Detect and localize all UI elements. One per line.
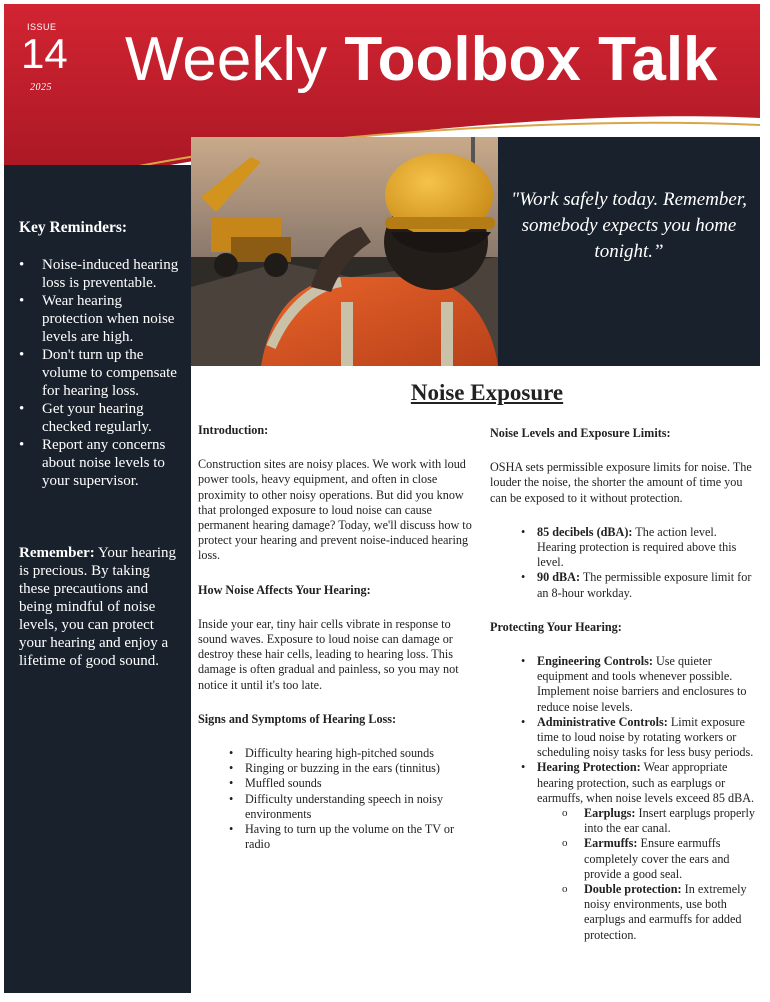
protect-item (537, 760, 758, 942)
masthead-title-light: Weekly (125, 25, 345, 94)
masthead-title-bold: Toolbox Talk (344, 25, 718, 94)
levels-list (490, 525, 758, 601)
protect-list (490, 654, 758, 943)
protect-sub-item-label: Earmuffs: (584, 836, 638, 851)
protect-sub-item-text: In extremely noisy environments, use both earplugs and earmuffs for added protection. (584, 882, 747, 942)
masthead-title (125, 26, 718, 94)
signs-item: • Ringing or buzzing in the ears (tinnitus) (245, 761, 472, 776)
protect-item (537, 654, 758, 715)
article-column-left (198, 423, 472, 852)
issue-number: 14 (21, 30, 68, 77)
protect-sub-item (584, 882, 758, 943)
signs-item: • Difficulty understanding speech in noisy environments (245, 792, 472, 822)
affects-text: Inside your ear, tiny hair cells vibrate in response to sound waves. Exposure to loud noise can damage or destroy these hair cells, leading to hearing loss. This damage is often gradual and painless, so you may not notice it until it's too late. (198, 616, 459, 692)
protect-sub-item (584, 836, 758, 882)
remember-text: Your hearing is precious. By taking these precautions and being mindful of noise levels, you can protect your hearing and enjoy a lifetime of good sound. (19, 545, 177, 669)
article-column-right (490, 426, 758, 943)
signs-heading: Signs and Symptoms of Hearing Loss: (198, 711, 397, 726)
levels-item (537, 570, 758, 600)
issue-year: 2025 (30, 82, 52, 93)
protect-sub-item-label: Earplugs: (584, 806, 636, 821)
remember-note (19, 544, 181, 670)
protect-heading: Protecting Your Hearing: (490, 619, 622, 634)
signs-item: • Difficulty hearing high-pitched sounds (245, 746, 472, 761)
levels-item-text: The permissible exposure limit for an 8-hour workday. (537, 570, 752, 600)
reminder-item: • Get your hearing checked regularly. (19, 400, 179, 436)
levels-item (537, 525, 758, 571)
reminder-item: • Report any concerns about noise levels to your supervisor. (19, 436, 179, 490)
affects-heading: How Noise Affects Your Hearing: (198, 582, 371, 597)
protect-sub-item (584, 806, 758, 836)
worker-photo (191, 137, 498, 366)
signs-item: • Having to turn up the volume on the TV or radio (245, 822, 472, 852)
levels-item-label: 85 decibels (dBA): (537, 524, 633, 539)
protect-item-text: Use quieter equipment and tools whenever possible. Implement noise barriers and enclosures to reduce noise levels. (537, 654, 747, 714)
article-title: Noise Exposure (410, 380, 564, 405)
protect-item-text: Wear appropriate hearing protection, such as earplugs or earmuffs, when noise levels exceed 85 dBA. (537, 760, 755, 805)
signs-list (198, 746, 472, 852)
levels-item-label: 90 dBA: (537, 570, 581, 585)
safety-quote: "Work safely today. Remember, somebody expects you home tonight.” (511, 189, 747, 262)
protect-sub-item-label: Double protection: (584, 882, 682, 897)
reminder-item: • Don't turn up the volume to compensate for hearing loss. (19, 346, 179, 400)
issue-label: ISSUE (27, 22, 57, 32)
remember-label: Remember: (19, 545, 95, 561)
protect-sub-item-text: Insert earplugs properly into the ear canal. (584, 806, 755, 836)
construction-worker-image (191, 137, 498, 366)
levels-text: OSHA sets permissible exposure limits for noise. The louder the noise, the shorter the amount of time you can be exposed to it without protection. (490, 460, 752, 505)
levels-item-text: The action level. Hearing protection is required above this level. (537, 524, 737, 570)
signs-item: • Muffled sounds (245, 776, 472, 791)
quote-panel (498, 137, 760, 366)
protect-sub-list (537, 806, 758, 943)
reminder-list (19, 256, 179, 490)
protect-item (537, 715, 758, 761)
reminder-item: • Wear hearing protection when noise levels are high. (19, 292, 179, 346)
protect-item-label: Engineering Controls: (537, 654, 653, 669)
reminder-item: • Noise-induced hearing loss is preventable. (19, 256, 179, 292)
protect-item-label: Administrative Controls: (537, 714, 668, 729)
sidebar-title: Key Reminders: (19, 219, 128, 236)
intro-text: Construction sites are noisy places. We work with loud power tools, heavy equipment, and often in close proximity to other noisy operations. But did you know that prolonged exposure to loud noise can cause permanent hearing damage? Today, we'll discuss how to protect your hearing and prevent noise-induced hearing loss. (198, 457, 472, 563)
protect-item-label: Hearing Protection: (537, 760, 641, 775)
levels-heading: Noise Levels and Exposure Limits: (490, 426, 671, 440)
intro-heading: Introduction: (198, 423, 269, 437)
key-reminders-sidebar (4, 165, 191, 993)
protect-sub-item-text: Ensure earmuffs completely cover the ears and provide a good seal. (584, 836, 730, 881)
protect-item-text: Limit exposure time to loud noise by rotating workers or scheduling noisy tasks for less busy periods. (537, 714, 754, 760)
